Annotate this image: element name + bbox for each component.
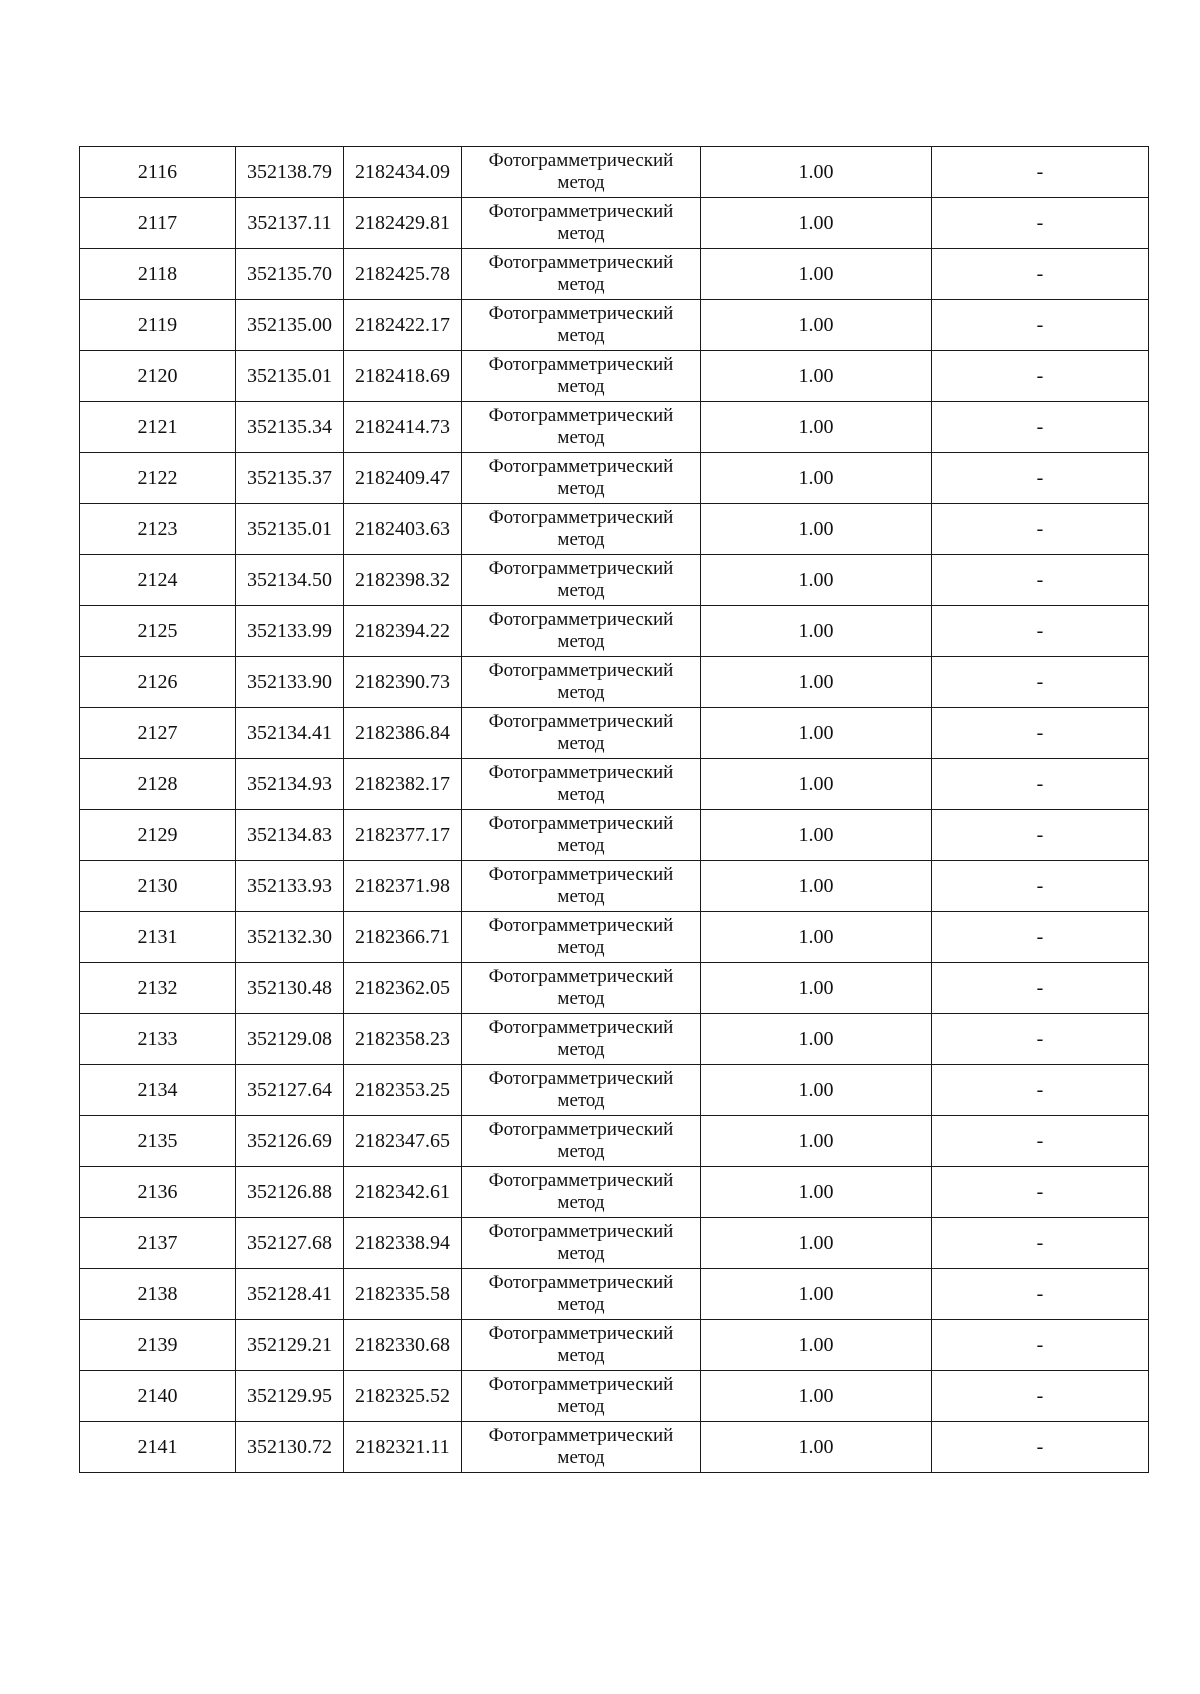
- description-cell: -: [932, 810, 1149, 861]
- accuracy-cell: 1.00: [701, 1116, 932, 1167]
- method-line-2: метод: [557, 1243, 605, 1264]
- x-coordinate-cell: 352126.69: [236, 1116, 344, 1167]
- method-line-1: Фотограмметрический: [488, 609, 674, 630]
- y-coordinate-cell: 2182335.58: [344, 1269, 462, 1320]
- coordinates-table-body: [80, 147, 1149, 1473]
- x-coordinate-cell: 352134.93: [236, 759, 344, 810]
- method-cell: [462, 453, 701, 504]
- point-number-cell: 2138: [80, 1269, 236, 1320]
- method-line-2: метод: [557, 682, 605, 703]
- table-row: [80, 1422, 1149, 1473]
- accuracy-cell: 1.00: [701, 1269, 932, 1320]
- y-coordinate-cell: 2182353.25: [344, 1065, 462, 1116]
- method-line-2: метод: [557, 274, 605, 295]
- accuracy-cell: 1.00: [701, 1218, 932, 1269]
- y-coordinate-cell: 2182362.05: [344, 963, 462, 1014]
- point-number-cell: 2131: [80, 912, 236, 963]
- table-row: [80, 810, 1149, 861]
- point-number-cell: 2118: [80, 249, 236, 300]
- table-row: [80, 453, 1149, 504]
- method-cell: [462, 1116, 701, 1167]
- point-number-cell: 2121: [80, 402, 236, 453]
- method-cell: [462, 300, 701, 351]
- method-line-2: метод: [557, 529, 605, 550]
- method-cell: [462, 198, 701, 249]
- accuracy-cell: 1.00: [701, 810, 932, 861]
- description-cell: -: [932, 963, 1149, 1014]
- method-line-1: Фотограмметрический: [488, 1068, 674, 1089]
- method-cell: [462, 1218, 701, 1269]
- method-cell: [462, 963, 701, 1014]
- point-number-cell: 2132: [80, 963, 236, 1014]
- accuracy-cell: 1.00: [701, 1167, 932, 1218]
- method-line-2: метод: [557, 1090, 605, 1111]
- method-line-2: метод: [557, 1447, 605, 1468]
- description-cell: -: [932, 1167, 1149, 1218]
- method-line-2: метод: [557, 988, 605, 1009]
- table-row: [80, 759, 1149, 810]
- coordinates-table: [79, 146, 1149, 1473]
- method-cell: [462, 1014, 701, 1065]
- x-coordinate-cell: 352134.41: [236, 708, 344, 759]
- method-cell: [462, 657, 701, 708]
- description-cell: -: [932, 606, 1149, 657]
- table-row: [80, 963, 1149, 1014]
- y-coordinate-cell: 2182330.68: [344, 1320, 462, 1371]
- description-cell: -: [932, 300, 1149, 351]
- method-line-2: метод: [557, 376, 605, 397]
- accuracy-cell: 1.00: [701, 402, 932, 453]
- x-coordinate-cell: 352133.99: [236, 606, 344, 657]
- method-cell: [462, 1422, 701, 1473]
- method-cell: [462, 249, 701, 300]
- point-number-cell: 2139: [80, 1320, 236, 1371]
- x-coordinate-cell: 352130.72: [236, 1422, 344, 1473]
- method-line-1: Фотограмметрический: [488, 660, 674, 681]
- method-line-1: Фотограмметрический: [488, 1425, 674, 1446]
- x-coordinate-cell: 352138.79: [236, 147, 344, 198]
- accuracy-cell: 1.00: [701, 351, 932, 402]
- method-cell: [462, 606, 701, 657]
- table-row: [80, 606, 1149, 657]
- method-line-1: Фотограмметрический: [488, 1170, 674, 1191]
- table-row: [80, 1065, 1149, 1116]
- table-row: [80, 198, 1149, 249]
- method-line-2: метод: [557, 784, 605, 805]
- method-line-2: метод: [557, 1039, 605, 1060]
- x-coordinate-cell: 352137.11: [236, 198, 344, 249]
- y-coordinate-cell: 2182342.61: [344, 1167, 462, 1218]
- description-cell: -: [932, 1014, 1149, 1065]
- table-row: [80, 249, 1149, 300]
- y-coordinate-cell: 2182409.47: [344, 453, 462, 504]
- method-cell: [462, 912, 701, 963]
- method-line-1: Фотограмметрический: [488, 762, 674, 783]
- point-number-cell: 2140: [80, 1371, 236, 1422]
- y-coordinate-cell: 2182394.22: [344, 606, 462, 657]
- y-coordinate-cell: 2182434.09: [344, 147, 462, 198]
- accuracy-cell: 1.00: [701, 504, 932, 555]
- table-row: [80, 861, 1149, 912]
- method-line-1: Фотограмметрический: [488, 150, 674, 171]
- accuracy-cell: 1.00: [701, 759, 932, 810]
- description-cell: -: [932, 1371, 1149, 1422]
- method-line-2: метод: [557, 1141, 605, 1162]
- x-coordinate-cell: 352128.41: [236, 1269, 344, 1320]
- table-row: [80, 402, 1149, 453]
- y-coordinate-cell: 2182382.17: [344, 759, 462, 810]
- method-line-1: Фотограмметрический: [488, 1017, 674, 1038]
- method-line-2: метод: [557, 427, 605, 448]
- y-coordinate-cell: 2182414.73: [344, 402, 462, 453]
- accuracy-cell: 1.00: [701, 1422, 932, 1473]
- method-cell: [462, 402, 701, 453]
- method-line-1: Фотограмметрический: [488, 405, 674, 426]
- method-line-2: метод: [557, 937, 605, 958]
- x-coordinate-cell: 352134.50: [236, 555, 344, 606]
- method-line-1: Фотограмметрический: [488, 558, 674, 579]
- point-number-cell: 2119: [80, 300, 236, 351]
- description-cell: -: [932, 861, 1149, 912]
- x-coordinate-cell: 352135.70: [236, 249, 344, 300]
- y-coordinate-cell: 2182403.63: [344, 504, 462, 555]
- method-cell: [462, 1167, 701, 1218]
- method-line-2: метод: [557, 478, 605, 499]
- description-cell: -: [932, 555, 1149, 606]
- description-cell: -: [932, 708, 1149, 759]
- accuracy-cell: 1.00: [701, 555, 932, 606]
- description-cell: -: [932, 1320, 1149, 1371]
- description-cell: -: [932, 759, 1149, 810]
- point-number-cell: 2124: [80, 555, 236, 606]
- description-cell: -: [932, 1116, 1149, 1167]
- accuracy-cell: 1.00: [701, 912, 932, 963]
- x-coordinate-cell: 352134.83: [236, 810, 344, 861]
- method-cell: [462, 861, 701, 912]
- y-coordinate-cell: 2182347.65: [344, 1116, 462, 1167]
- method-line-1: Фотограмметрический: [488, 711, 674, 732]
- method-line-2: метод: [557, 1294, 605, 1315]
- x-coordinate-cell: 352132.30: [236, 912, 344, 963]
- method-cell: [462, 147, 701, 198]
- method-line-2: метод: [557, 325, 605, 346]
- y-coordinate-cell: 2182418.69: [344, 351, 462, 402]
- method-cell: [462, 810, 701, 861]
- accuracy-cell: 1.00: [701, 1371, 932, 1422]
- description-cell: -: [932, 198, 1149, 249]
- table-row: [80, 1269, 1149, 1320]
- x-coordinate-cell: 352135.00: [236, 300, 344, 351]
- y-coordinate-cell: 2182425.78: [344, 249, 462, 300]
- y-coordinate-cell: 2182398.32: [344, 555, 462, 606]
- method-cell: [462, 351, 701, 402]
- x-coordinate-cell: 352135.34: [236, 402, 344, 453]
- accuracy-cell: 1.00: [701, 708, 932, 759]
- point-number-cell: 2122: [80, 453, 236, 504]
- method-line-1: Фотограмметрический: [488, 1119, 674, 1140]
- method-line-2: метод: [557, 580, 605, 601]
- accuracy-cell: 1.00: [701, 249, 932, 300]
- method-line-2: метод: [557, 733, 605, 754]
- x-coordinate-cell: 352133.93: [236, 861, 344, 912]
- description-cell: -: [932, 351, 1149, 402]
- table-row: [80, 1014, 1149, 1065]
- method-cell: [462, 555, 701, 606]
- method-line-2: метод: [557, 1345, 605, 1366]
- point-number-cell: 2133: [80, 1014, 236, 1065]
- x-coordinate-cell: 352130.48: [236, 963, 344, 1014]
- description-cell: -: [932, 249, 1149, 300]
- y-coordinate-cell: 2182338.94: [344, 1218, 462, 1269]
- method-cell: [462, 759, 701, 810]
- accuracy-cell: 1.00: [701, 198, 932, 249]
- method-cell: [462, 1269, 701, 1320]
- table-row: [80, 555, 1149, 606]
- y-coordinate-cell: 2182390.73: [344, 657, 462, 708]
- accuracy-cell: 1.00: [701, 1014, 932, 1065]
- x-coordinate-cell: 352127.64: [236, 1065, 344, 1116]
- table-row: [80, 300, 1149, 351]
- table-row: [80, 351, 1149, 402]
- method-cell: [462, 1320, 701, 1371]
- description-cell: -: [932, 402, 1149, 453]
- y-coordinate-cell: 2182366.71: [344, 912, 462, 963]
- accuracy-cell: 1.00: [701, 1065, 932, 1116]
- table-row: [80, 147, 1149, 198]
- method-line-1: Фотограмметрический: [488, 1221, 674, 1242]
- point-number-cell: 2117: [80, 198, 236, 249]
- point-number-cell: 2134: [80, 1065, 236, 1116]
- point-number-cell: 2141: [80, 1422, 236, 1473]
- method-line-2: метод: [557, 886, 605, 907]
- method-cell: [462, 708, 701, 759]
- y-coordinate-cell: 2182429.81: [344, 198, 462, 249]
- point-number-cell: 2116: [80, 147, 236, 198]
- table-row: [80, 504, 1149, 555]
- accuracy-cell: 1.00: [701, 657, 932, 708]
- x-coordinate-cell: 352135.01: [236, 504, 344, 555]
- method-cell: [462, 504, 701, 555]
- method-line-1: Фотограмметрический: [488, 864, 674, 885]
- method-line-2: метод: [557, 1396, 605, 1417]
- method-line-1: Фотограмметрический: [488, 456, 674, 477]
- accuracy-cell: 1.00: [701, 861, 932, 912]
- description-cell: -: [932, 1269, 1149, 1320]
- description-cell: -: [932, 504, 1149, 555]
- x-coordinate-cell: 352129.08: [236, 1014, 344, 1065]
- y-coordinate-cell: 2182377.17: [344, 810, 462, 861]
- table-row: [80, 1320, 1149, 1371]
- accuracy-cell: 1.00: [701, 300, 932, 351]
- description-cell: -: [932, 147, 1149, 198]
- method-line-1: Фотограмметрический: [488, 966, 674, 987]
- x-coordinate-cell: 352126.88: [236, 1167, 344, 1218]
- method-line-1: Фотограмметрический: [488, 507, 674, 528]
- description-cell: -: [932, 912, 1149, 963]
- point-number-cell: 2137: [80, 1218, 236, 1269]
- table-row: [80, 1218, 1149, 1269]
- accuracy-cell: 1.00: [701, 606, 932, 657]
- method-line-1: Фотограмметрический: [488, 915, 674, 936]
- y-coordinate-cell: 2182325.52: [344, 1371, 462, 1422]
- x-coordinate-cell: 352135.37: [236, 453, 344, 504]
- point-number-cell: 2135: [80, 1116, 236, 1167]
- table-row: [80, 1116, 1149, 1167]
- point-number-cell: 2123: [80, 504, 236, 555]
- x-coordinate-cell: 352129.21: [236, 1320, 344, 1371]
- table-row: [80, 1371, 1149, 1422]
- point-number-cell: 2127: [80, 708, 236, 759]
- table-row: [80, 1167, 1149, 1218]
- table-row: [80, 708, 1149, 759]
- x-coordinate-cell: 352133.90: [236, 657, 344, 708]
- method-line-1: Фотограмметрический: [488, 252, 674, 273]
- method-cell: [462, 1065, 701, 1116]
- point-number-cell: 2125: [80, 606, 236, 657]
- point-number-cell: 2130: [80, 861, 236, 912]
- method-line-1: Фотограмметрический: [488, 1272, 674, 1293]
- y-coordinate-cell: 2182371.98: [344, 861, 462, 912]
- method-line-1: Фотограмметрический: [488, 354, 674, 375]
- point-number-cell: 2120: [80, 351, 236, 402]
- method-line-2: метод: [557, 835, 605, 856]
- method-line-2: метод: [557, 631, 605, 652]
- method-line-2: метод: [557, 1192, 605, 1213]
- x-coordinate-cell: 352127.68: [236, 1218, 344, 1269]
- method-line-1: Фотограмметрический: [488, 201, 674, 222]
- accuracy-cell: 1.00: [701, 453, 932, 504]
- table-row: [80, 912, 1149, 963]
- x-coordinate-cell: 352135.01: [236, 351, 344, 402]
- point-number-cell: 2136: [80, 1167, 236, 1218]
- y-coordinate-cell: 2182386.84: [344, 708, 462, 759]
- description-cell: -: [932, 1065, 1149, 1116]
- accuracy-cell: 1.00: [701, 1320, 932, 1371]
- table-row: [80, 657, 1149, 708]
- description-cell: -: [932, 1422, 1149, 1473]
- accuracy-cell: 1.00: [701, 147, 932, 198]
- method-line-2: метод: [557, 172, 605, 193]
- description-cell: -: [932, 1218, 1149, 1269]
- method-line-1: Фотограмметрический: [488, 1323, 674, 1344]
- method-cell: [462, 1371, 701, 1422]
- point-number-cell: 2126: [80, 657, 236, 708]
- y-coordinate-cell: 2182321.11: [344, 1422, 462, 1473]
- method-line-2: метод: [557, 223, 605, 244]
- point-number-cell: 2129: [80, 810, 236, 861]
- y-coordinate-cell: 2182422.17: [344, 300, 462, 351]
- description-cell: -: [932, 657, 1149, 708]
- point-number-cell: 2128: [80, 759, 236, 810]
- accuracy-cell: 1.00: [701, 963, 932, 1014]
- x-coordinate-cell: 352129.95: [236, 1371, 344, 1422]
- method-line-1: Фотограмметрический: [488, 813, 674, 834]
- y-coordinate-cell: 2182358.23: [344, 1014, 462, 1065]
- method-line-1: Фотограмметрический: [488, 303, 674, 324]
- method-line-1: Фотограмметрический: [488, 1374, 674, 1395]
- description-cell: -: [932, 453, 1149, 504]
